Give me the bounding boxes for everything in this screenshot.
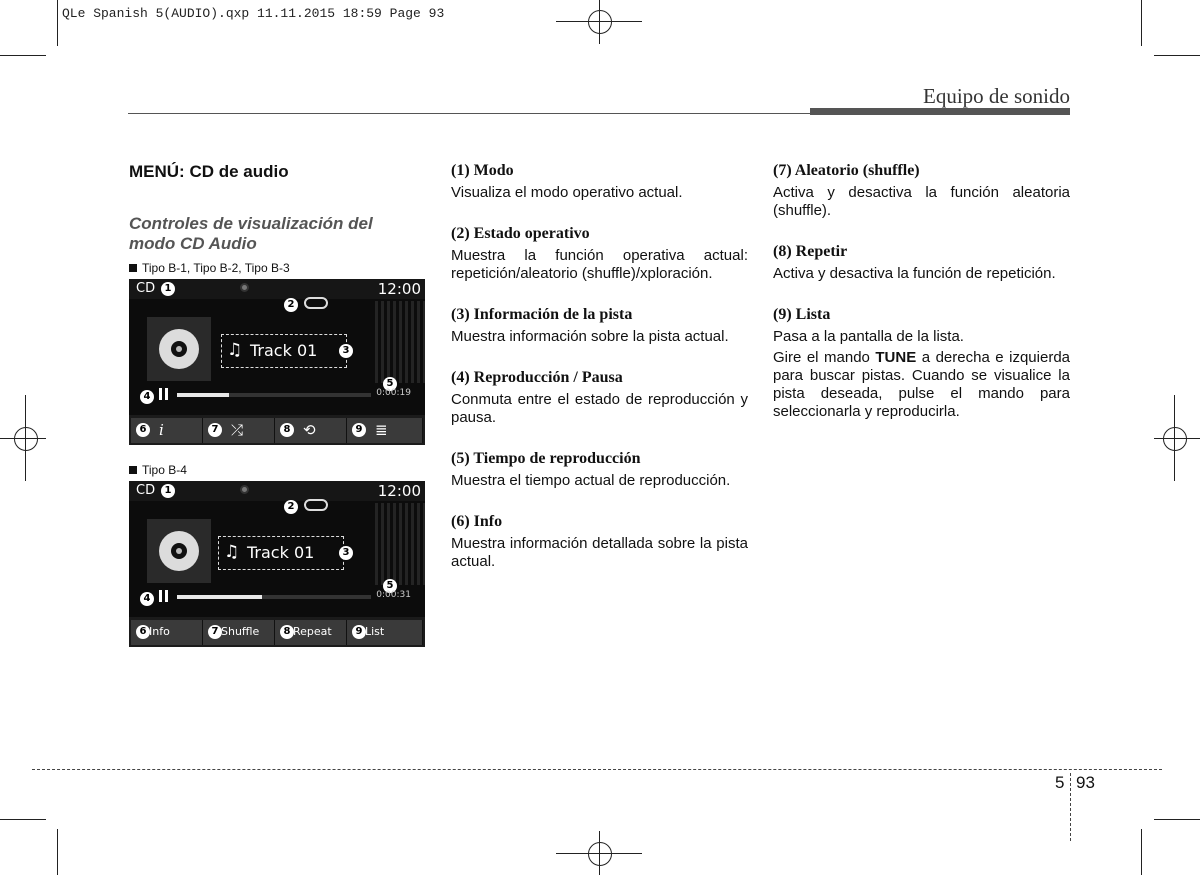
crop-mark	[0, 55, 46, 56]
section-title: (7) Aleatorio (shuffle)	[773, 162, 920, 179]
button-bar	[129, 415, 425, 445]
registration-cross	[0, 438, 46, 439]
cd-disc-icon	[159, 531, 199, 571]
equalizer-decoration	[375, 503, 425, 585]
screen-clock: 12:00	[377, 280, 421, 298]
right-column	[773, 162, 1070, 421]
screen-mode-label: CD	[136, 281, 156, 296]
header-rule	[128, 113, 810, 114]
equalizer-decoration	[375, 301, 425, 383]
shuffle-button-label: Shuffle	[221, 625, 260, 638]
callout-9: 9	[352, 625, 366, 639]
play-time: 0:00:19	[376, 388, 411, 398]
crop-mark	[57, 829, 58, 875]
section-body: Muestra información sobre la pista actual.	[451, 328, 729, 345]
section-lista	[773, 306, 1070, 421]
screen-clock: 12:00	[377, 482, 421, 500]
section-body: Muestra la función operativa actual: repetición/aleatorio (shuffle)/xploración.	[451, 247, 748, 282]
section-repetir	[773, 243, 1070, 283]
registration-cross	[599, 0, 600, 44]
registration-mark	[14, 427, 38, 451]
callout-5: 5	[383, 377, 397, 391]
section-title: (9) Lista	[773, 306, 831, 323]
section-body: Pasa a la pantalla de la lista.	[773, 328, 964, 345]
progress-bar	[177, 595, 371, 599]
shuffle-icon: ⤮	[231, 421, 244, 439]
section-reproduccion-pausa	[451, 369, 748, 427]
repeat-status-icon	[304, 499, 328, 511]
section-title: (2) Estado operativo	[451, 225, 590, 242]
callout-3: 3	[339, 344, 353, 358]
status-dot-icon	[240, 283, 249, 292]
section-body: Activa y desactiva la función aleatoria (shuffle).	[773, 184, 1070, 219]
caption-types-b1-b3: Tipo B-1, Tipo B-2, Tipo B-3	[129, 261, 290, 275]
track-name: Track 01	[247, 543, 315, 562]
repeat-button[interactable]	[275, 418, 347, 443]
callout-4: 4	[140, 390, 154, 404]
list-button[interactable]	[347, 620, 423, 645]
pause-icon	[159, 388, 169, 400]
cd-disc-icon	[159, 329, 199, 369]
callout-7: 7	[208, 625, 222, 639]
progress-fill	[177, 595, 262, 599]
crop-mark	[1141, 829, 1142, 875]
chapter-number: 5	[1055, 773, 1065, 792]
callout-2: 2	[284, 298, 298, 312]
menu-heading: MENÚ: CD de audio	[129, 162, 289, 181]
tune-knob-label: TUNE	[875, 349, 917, 366]
section-tiempo-reproduccion	[451, 450, 748, 490]
page-number: 93	[1076, 773, 1095, 792]
play-time: 0:00:31	[376, 590, 411, 600]
callout-7: 7	[208, 423, 222, 437]
callout-1: 1	[161, 484, 175, 498]
middle-column	[451, 162, 748, 571]
repeat-button-label: Repeat	[293, 625, 332, 638]
album-art	[147, 519, 211, 583]
section-body: Conmuta entre el estado de reproducción y pausa.	[451, 391, 748, 426]
callout-4: 4	[140, 592, 154, 606]
info-button-label: Info	[149, 625, 170, 638]
cd-screen-type-b1	[129, 279, 425, 445]
music-note-icon: ♫	[227, 340, 243, 360]
crop-mark	[0, 819, 46, 820]
crop-mark	[57, 0, 58, 46]
caption-type-b4: Tipo B-4	[129, 463, 187, 477]
section-modo	[451, 162, 748, 202]
section-aleatorio	[773, 162, 1070, 220]
section-body: Visualiza el modo operativo actual.	[451, 184, 683, 201]
repeat-icon: ⟲	[303, 421, 316, 439]
section-estado-operativo	[451, 225, 748, 283]
footer-rule	[32, 769, 1162, 770]
registration-mark	[588, 10, 612, 34]
repeat-button[interactable]	[275, 620, 347, 645]
info-button[interactable]	[131, 418, 203, 443]
progress-fill	[177, 393, 229, 397]
callout-8: 8	[280, 423, 294, 437]
section-header-title: Equipo de sonido	[923, 84, 1070, 108]
button-bar	[129, 617, 425, 647]
registration-mark	[1163, 427, 1187, 451]
callout-1: 1	[161, 282, 175, 296]
section-title: (6) Info	[451, 513, 503, 530]
callout-6: 6	[136, 423, 150, 437]
shuffle-button[interactable]	[203, 418, 275, 443]
list-button[interactable]	[347, 418, 423, 443]
cd-screen-type-b4	[129, 481, 425, 647]
info-icon: i	[159, 421, 164, 439]
controls-subheading: Controles de visualización del modo CD Audio	[129, 214, 373, 253]
section-title: (3) Información de la pista	[451, 306, 633, 323]
registration-cross	[1154, 438, 1200, 439]
callout-2: 2	[284, 500, 298, 514]
album-art	[147, 317, 211, 381]
callout-6: 6	[136, 625, 150, 639]
crop-mark	[1141, 0, 1142, 46]
callout-9: 9	[352, 423, 366, 437]
section-body: Muestra información detallada sobre la pista actual.	[451, 535, 748, 570]
section-title: (4) Reproducción / Pausa	[451, 369, 623, 386]
registration-cross	[556, 21, 642, 22]
info-button[interactable]	[131, 620, 203, 645]
section-body-tune: Gire el mando TUNE a derecha e izquierda para buscar pistas. Cuando se visualice la pista deseada, pulse el mando para seleccionarla y reproducirla.	[773, 349, 1070, 420]
repeat-status-icon	[304, 297, 328, 309]
section-info	[451, 513, 748, 571]
section-informacion-pista	[451, 306, 748, 346]
status-dot-icon	[240, 485, 249, 494]
track-info-box	[218, 536, 344, 570]
section-title: (1) Modo	[451, 162, 514, 179]
list-button-label: List	[365, 625, 385, 638]
track-name: Track 01	[250, 341, 318, 360]
section-title: (8) Repetir	[773, 243, 848, 260]
section-body: Activa y desactiva la función de repetición.	[773, 265, 1056, 282]
header-rule-accent	[810, 108, 1070, 115]
registration-mark	[588, 842, 612, 866]
registration-cross	[556, 853, 642, 854]
section-title: (5) Tiempo de reproducción	[451, 450, 641, 467]
crop-mark	[1154, 55, 1200, 56]
shuffle-button[interactable]	[203, 620, 275, 645]
crop-mark	[1154, 819, 1200, 820]
pause-icon	[159, 590, 169, 602]
section-body: Muestra el tiempo actual de reproducción.	[451, 472, 731, 489]
callout-8: 8	[280, 625, 294, 639]
screen-mode-label: CD	[136, 483, 156, 498]
footer-divider	[1070, 773, 1071, 841]
music-note-icon: ♫	[224, 542, 240, 562]
printer-slug: QLe Spanish 5(AUDIO).qxp 11.11.2015 18:59 Page 93	[62, 6, 445, 21]
progress-bar	[177, 393, 371, 397]
callout-5: 5	[383, 579, 397, 593]
callout-3: 3	[339, 546, 353, 560]
list-icon: ≣	[375, 421, 388, 439]
track-info-box	[221, 334, 347, 368]
